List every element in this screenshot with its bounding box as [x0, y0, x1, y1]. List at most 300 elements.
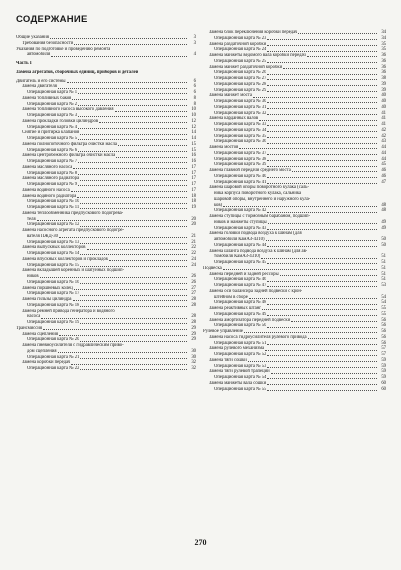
dot-leader — [267, 45, 377, 46]
toc-entry-page: 50 — [381, 237, 386, 242]
dot-leader — [267, 355, 377, 356]
toc-entry-title: ника корпуса поворотного кулака, сальника — [214, 191, 302, 196]
toc-entry-title: Замена мостов — [209, 145, 239, 150]
dot-leader — [80, 226, 187, 227]
toc-entry-page: 17 — [191, 164, 196, 170]
dot-leader — [267, 183, 377, 184]
toc-entry-page: 55 — [381, 311, 386, 317]
toc-entry-page: 59 — [381, 375, 386, 380]
toc-entry-title: Замена реактивных штанг — [209, 306, 262, 311]
toc-entry-title: Операционная карта № 35 — [214, 133, 267, 139]
dot-leader — [261, 258, 377, 259]
dot-leader — [267, 344, 377, 345]
toc-entry-title: теля — [27, 216, 36, 222]
toc-entry-title: Операционная карта № 44 — [214, 242, 267, 248]
dot-leader — [267, 390, 377, 391]
toc-entry — [203, 387, 386, 393]
toc-entry-page: 47 — [381, 179, 386, 185]
toc-entry-title: Операционная карта № 36 — [214, 139, 267, 145]
toc-entry-title: Операционная карта № 39 — [214, 162, 267, 168]
dot-leader — [267, 51, 377, 52]
toc-entry-page: 18 — [191, 199, 196, 205]
toc-entry — [16, 52, 196, 58]
dot-leader — [249, 298, 377, 299]
toc-entry-title: Операционная карта № 8 — [27, 170, 78, 176]
toc-entry-page: 29 — [191, 337, 196, 343]
toc-entry-title: Замена топливного насоса высокого давления — [22, 107, 114, 113]
dot-leader — [80, 369, 187, 370]
dot-leader — [271, 373, 377, 374]
toc-entry-page: 12 — [191, 124, 196, 130]
toc-entry-page: 21 — [191, 233, 196, 239]
dot-leader — [87, 249, 187, 250]
toc-entry-title: Операционная карта № 33 — [214, 122, 267, 127]
toc-entry-title: шаровой опоры, внутреннего и наружного кула- — [214, 196, 311, 202]
toc-entry-title: Подвеска — [203, 265, 222, 271]
toc-entry-page: 6 — [193, 78, 196, 84]
dot-leader — [78, 151, 187, 152]
toc-entry-title: дом сцепления — [27, 348, 57, 354]
dot-leader — [267, 246, 377, 247]
dot-leader — [267, 62, 377, 63]
toc-entry-page: 57 — [381, 346, 386, 352]
toc-entry-page: 48 — [381, 202, 386, 208]
dot-leader — [248, 361, 377, 362]
toc-entry-title: Операционная карта № 12 — [27, 222, 80, 228]
toc-entry-page: 26 — [191, 279, 196, 285]
toc-entry-page: 28 — [191, 297, 196, 302]
dot-leader — [109, 260, 187, 261]
dot-leader — [73, 168, 187, 169]
toc-entry-page: 15 — [191, 141, 196, 147]
toc-entry-page: 36 — [381, 64, 386, 70]
toc-entry — [16, 61, 196, 67]
dot-leader — [280, 275, 377, 276]
dot-leader — [253, 97, 377, 98]
toc-entry-page: 24 — [191, 262, 196, 268]
dot-leader — [291, 321, 377, 322]
toc-entry-title: Замена манжеты вала сошки — [209, 380, 267, 386]
toc-entry-title: Операционная карта № 16 — [27, 279, 80, 285]
toc-entry-title: автомобиля — [27, 52, 51, 58]
dot-leader — [80, 341, 187, 342]
toc-entry-title: Замена шаровой опоры поворотного кулака (саль- — [209, 185, 309, 191]
toc-entry-title: Операционная карта № 6 — [27, 147, 78, 153]
toc-entry-title: Операционная карта № 34 — [214, 127, 267, 133]
toc-entry-page: 28 — [191, 320, 196, 325]
dot-leader — [267, 108, 377, 109]
dot-leader — [78, 105, 187, 106]
toc-entry-title: Замена передней и задней рессоры — [209, 271, 279, 277]
toc-entry-title: Операционная карта № 48 — [214, 300, 267, 306]
toc-entry-page: 56 — [381, 340, 386, 346]
toc-entry-title: Операционная карта № 20 — [27, 337, 80, 343]
dot-leader — [267, 263, 377, 264]
toc-entry-page: 36 — [381, 53, 386, 58]
dot-leader — [292, 171, 377, 172]
dot-leader — [73, 300, 187, 301]
toc-entry-page: 22 — [191, 251, 196, 256]
toc-entry-title: Замена раздаточной коробки — [209, 41, 267, 47]
dot-leader — [80, 134, 187, 135]
dot-leader — [59, 237, 187, 238]
toc-entry-title: штейном в сборе — [214, 294, 248, 300]
dot-leader — [37, 220, 187, 221]
toc-entry-page: 15 — [191, 147, 196, 153]
toc-entry-title: Замена агрегатов, сборочных единиц, приборов и деталей — [16, 69, 139, 75]
dot-leader — [40, 277, 187, 278]
toc-entry-page: 12 — [191, 118, 196, 124]
toc-entry-page: 46 — [381, 168, 386, 173]
toc-entry-title: Указания по подготовке и проведению ремонта — [16, 46, 111, 52]
toc-entry-page: 50 — [381, 242, 386, 248]
dot-leader — [80, 254, 187, 255]
toc-entry-page: 28 — [191, 302, 196, 308]
toc-entry-page: 40 — [381, 99, 386, 104]
dot-leader — [267, 315, 377, 316]
toc-entry-page: 51 — [381, 271, 386, 277]
dot-leader — [267, 327, 377, 328]
toc-entry-page: 35 — [381, 41, 386, 47]
toc-entry-title: Замена шланга подвода воздуха к шинам (для ав- — [209, 248, 308, 254]
toc-entry-title: Замена насоса гидроусилителя рулевого привода — [209, 334, 307, 340]
dot-leader — [298, 33, 377, 34]
toc-entry-title: Операционная карта № 43 — [214, 225, 267, 231]
toc-entry-title: вателя ПЖД-30 — [27, 233, 58, 239]
dot-leader — [116, 157, 187, 158]
toc-entry-page: 55 — [381, 306, 386, 311]
dot-leader — [267, 154, 377, 155]
dot-leader — [267, 229, 377, 230]
dot-leader — [43, 329, 187, 330]
toc-entry-page: 32 — [191, 366, 196, 371]
dot-leader — [267, 91, 377, 92]
toc-entry-page: 8 — [193, 101, 196, 107]
toc-entry-title: Замена насосного агрегата предпускового подогре- — [22, 228, 125, 233]
toc-entry-page: 29 — [191, 331, 196, 337]
toc-entry-page: 57 — [381, 352, 386, 357]
toc-entry-page: 34 — [381, 35, 386, 41]
page-title: СОДЕРЖАНИЕ — [16, 14, 88, 25]
toc-entry-title: Замена вкладышей коренных и шатунных подшип- — [22, 268, 125, 274]
toc-entry-page: 45 — [381, 162, 386, 168]
toc-entry-title: Замена двигателя — [22, 84, 57, 90]
toc-entry-page: 16 — [191, 153, 196, 159]
dot-leader — [58, 352, 187, 353]
dot-leader — [262, 309, 377, 310]
toc-entry-title: Замена ремней привода генератора и водяного — [22, 308, 115, 314]
toc-entry-title: Замена манжет раздаточной коробки — [209, 64, 283, 70]
toc-entry-page: 4 — [193, 52, 196, 58]
dot-leader — [268, 223, 377, 224]
dot-leader — [78, 116, 187, 117]
toc-entry-title: Операционная карта № 37 — [214, 150, 267, 156]
dot-leader — [80, 243, 187, 244]
toc-entry-page: 59 — [381, 369, 386, 375]
toc-entry-page: 44 — [381, 145, 386, 150]
dot-leader — [71, 364, 187, 365]
toc-entry-title: Замена сцепления — [22, 331, 59, 337]
toc-entry-page: 41 — [381, 122, 386, 127]
toc-entry-title: Операционная карта № 7 — [27, 159, 78, 164]
toc-entry-page: 48 — [381, 208, 386, 214]
toc-entry-title: Замена масляного насоса — [22, 164, 73, 170]
toc-entry-page: 40 — [381, 104, 386, 110]
toc-entry-title: Замена масляного радиатора — [22, 176, 80, 182]
toc-entry-title: Операционная карта № 9 — [27, 182, 78, 187]
toc-entry-page: 24 — [191, 256, 196, 262]
toc-entry-page: 14 — [191, 136, 196, 141]
toc-entry-title: Операционная карта № 3 — [27, 113, 78, 118]
toc-entry-page: 27 — [191, 285, 196, 291]
toc-entry-page: 59 — [381, 357, 386, 363]
toc-entry-title: Операционная карта № 42 — [214, 208, 267, 214]
toc-entry-page: 39 — [381, 87, 386, 93]
toc-entry-title: Операционная карта № 24 — [214, 47, 267, 53]
dot-leader — [267, 177, 377, 178]
toc-entry-page: 30 — [191, 348, 196, 354]
dot-leader — [267, 367, 377, 368]
dot-leader — [80, 283, 187, 284]
dot-leader — [74, 289, 187, 290]
toc-entry-title: Требования безопасности — [22, 40, 74, 46]
toc-entry-title: Операционная карта № 29 — [214, 87, 267, 93]
dot-leader — [265, 350, 377, 351]
toc-entry-title: Замена оси балансира задней подвески с крон- — [209, 288, 303, 294]
dot-leader — [80, 306, 187, 307]
toc-entry-title: Операционная карта № 52 — [214, 352, 267, 357]
toc-entry-page: 27 — [191, 291, 196, 297]
toc-entry-title: Операционная карта № 23 — [214, 35, 267, 41]
dot-leader — [307, 56, 377, 57]
dot-leader — [80, 208, 187, 209]
toc-entry-page: 3 — [193, 40, 196, 46]
dot-leader — [80, 358, 187, 359]
dot-leader — [223, 206, 377, 207]
toc-entry-page: 51 — [381, 254, 386, 260]
toc-entry-title: Операционная карта № 30 — [214, 99, 267, 104]
toc-entry-page: 56 — [381, 329, 386, 334]
toc-entry-page: 41 — [381, 116, 386, 122]
toc-entry-title: Операционная карта № 21 — [27, 354, 80, 360]
dot-leader — [267, 39, 377, 40]
toc-entry-page: 44 — [381, 156, 386, 162]
toc-entry-title: Замена выпускных коллекторов — [22, 245, 86, 251]
dot-leader — [78, 139, 187, 140]
toc-entry-title: Замена блок переключения коробки передач — [209, 30, 298, 35]
dot-leader — [308, 338, 377, 339]
toc-entry-title: Операционная карта № 28 — [214, 81, 267, 87]
toc-entry-title: Трансмиссия — [16, 325, 42, 331]
dot-leader — [78, 162, 187, 163]
toc-entry — [16, 366, 196, 372]
toc-entry-page: 41 — [381, 110, 386, 116]
toc-entry-page: 17 — [191, 176, 196, 182]
toc-entry — [16, 70, 196, 76]
toc-entry-title: Замена пневмоусилителя с гидравлическим приво- — [22, 343, 124, 348]
dot-leader — [223, 269, 377, 270]
toc-entry-page: 56 — [381, 317, 386, 323]
dot-leader — [267, 79, 377, 80]
toc-entry-title: Замена главной передачи среднего моста — [209, 168, 291, 173]
dot-leader — [267, 304, 377, 305]
toc-entry-title: Замена водяного радиатора — [22, 193, 77, 199]
toc-entry-title: Замена полнопоточного фильтра очистки масла — [22, 141, 117, 147]
dot-leader — [71, 191, 187, 192]
toc-entry-page: 32 — [191, 360, 196, 366]
toc-entry-title: Операционная карта № 4 — [27, 124, 78, 130]
dot-leader — [59, 335, 187, 336]
dot-leader — [80, 266, 187, 267]
toc-entry-title: Операционная карта № 31 — [214, 104, 267, 110]
dot-leader — [267, 166, 377, 167]
toc-entry-title: Операционная карта № 25 — [214, 58, 267, 64]
toc-entry-page: 20 — [191, 216, 196, 222]
toc-left-column — [16, 35, 196, 372]
toc-entry-page: 60 — [381, 380, 386, 386]
toc-entry-title: Замена центробежного фильтра очистки масла — [22, 153, 116, 159]
toc-entry-page: 19 — [191, 205, 196, 210]
dot-leader — [267, 102, 377, 103]
toc-entry-page: 10 — [191, 107, 196, 113]
toc-entry-title: Операционная карта № 1 — [27, 90, 78, 95]
toc-entry-page: 46 — [381, 173, 386, 179]
toc-entry-title: Замена гильзы цилиндра — [22, 297, 72, 302]
toc-entry-title: Замена водяного насоса — [22, 187, 70, 193]
dot-leader — [267, 125, 377, 126]
toc-entry-page: 30 — [191, 354, 196, 360]
dot-leader — [267, 131, 377, 132]
toc-entry-title: Замена манжеты ведомого вала коробки передач — [209, 53, 306, 58]
toc-entry-title: Замена амортизатора передней подвески — [209, 317, 291, 323]
toc-entry-page: 35 — [381, 47, 386, 53]
dot-leader — [283, 68, 377, 69]
toc-entry-page: 18 — [191, 193, 196, 199]
toc-entry-title: Операционная карта № 14 — [27, 251, 80, 256]
toc-entry-title: Замена тяги сошки — [209, 357, 247, 363]
toc-entry-title: Замена топливных баков — [22, 95, 72, 101]
toc-entry-page: 36 — [381, 70, 386, 76]
toc-entry-page: 20 — [191, 222, 196, 228]
toc-entry-title: Замена впускных коллекторов и прокладок — [22, 256, 109, 262]
dot-leader — [244, 332, 377, 333]
dot-leader — [99, 122, 187, 123]
toc-entry-title: Рулевое управление — [203, 329, 243, 334]
toc-entry-title: Операционная карта № 32 — [214, 110, 267, 116]
toc-entry-title: Снятие и притирка клапанов — [22, 130, 80, 136]
toc-entry-title: автомобиля КамАЗ-4310) — [214, 237, 265, 242]
toc-entry-page: 6 — [193, 84, 196, 90]
toc-entry-page: 34 — [381, 30, 386, 35]
dot-leader — [267, 137, 377, 138]
dot-leader — [267, 378, 377, 379]
toc-entry-title: Операционная карта № 45 — [214, 260, 267, 265]
toc-entry-title: ков) — [214, 202, 223, 208]
dot-leader — [78, 93, 187, 94]
toc-entry-title: Часть I — [16, 61, 32, 66]
toc-entry-page: 26 — [191, 274, 196, 279]
dot-leader — [239, 148, 377, 149]
toc-entry-title: Операционная карта № 46 — [214, 277, 267, 283]
dot-leader — [72, 99, 187, 100]
toc-entry-title: Замена тяги рулевой трапеции — [209, 369, 270, 375]
toc-entry-title: Операционная карта № 2 — [27, 101, 78, 107]
dot-leader — [267, 212, 377, 213]
toc-entry-title: Операционная карта № 50 — [214, 323, 267, 329]
toc-entry-title: Операционная карта № 41 — [214, 179, 267, 185]
toc-entry-title: Операционная карта № 27 — [214, 76, 267, 81]
toc-entry-title: Операционная карта № 22 — [27, 366, 80, 371]
dot-leader — [267, 384, 377, 385]
toc-entry-title: Операционная карта № 5 — [27, 136, 78, 141]
toc-entry-page: 56 — [381, 323, 386, 329]
toc-entry-page: 17 — [191, 187, 196, 193]
toc-entry-page: 40 — [381, 93, 386, 99]
toc-entry-page: 51 — [381, 260, 386, 265]
toc-entry-title: Операционная карта № 13 — [27, 239, 80, 245]
toc-entry-title: Замена рулевого механизма — [209, 346, 265, 352]
toc-entry-title: Операционная карта № 15 — [27, 262, 80, 268]
toc-entry-page: 42 — [381, 127, 386, 133]
toc-entry-page: 6 — [193, 90, 196, 95]
toc-entry-title: ников — [27, 274, 39, 279]
toc-entry-page: 14 — [191, 130, 196, 136]
toc-entry-title: Замена манжет моста — [209, 93, 252, 99]
dot-leader — [267, 74, 377, 75]
dot-leader — [115, 111, 187, 112]
toc-entry-title: Операционная карта № 40 — [214, 173, 267, 179]
toc-entry-title: Операционная карта № 17 — [27, 291, 80, 297]
toc-entry-title: насоса — [27, 314, 41, 320]
dot-leader — [267, 114, 377, 115]
dot-leader — [50, 38, 187, 39]
dot-leader — [80, 295, 187, 296]
toc-entry-page: 56 — [381, 334, 386, 340]
toc-entry-title: Замена карданных валов — [209, 116, 259, 122]
toc-entry-page: 22 — [191, 245, 196, 251]
dot-leader — [267, 281, 377, 282]
toc-entry-page: 38 — [381, 76, 386, 81]
dot-leader — [267, 160, 377, 161]
dot-leader — [259, 120, 377, 121]
toc-entry-title: Операционная карта № 10 — [27, 199, 80, 205]
toc-entry-title: Операционная карта № 49 — [214, 311, 267, 317]
toc-entry-title: Операционная карта № 53 — [214, 363, 267, 369]
dot-leader — [41, 318, 187, 319]
dot-leader — [78, 174, 187, 175]
toc-entry-title: томобиля КамАЗ-4310) — [214, 254, 261, 260]
toc-entry-page: 39 — [381, 81, 386, 87]
dot-leader — [267, 286, 377, 287]
toc-entry-page: 8 — [193, 95, 196, 101]
toc-entry-title: Замена теплообменника предпускового подогрева- — [22, 210, 124, 216]
toc-entry-page: 17 — [191, 182, 196, 187]
toc-entry-page: 17 — [191, 170, 196, 176]
dot-leader — [51, 56, 187, 57]
toc-entry-title: Замена прокладки головки цилиндров — [22, 118, 99, 124]
toc-entry-page: 51 — [381, 265, 386, 271]
dot-leader — [77, 197, 187, 198]
toc-entry-page: 21 — [191, 239, 196, 245]
toc-entry-title: Операционная карта № 51 — [214, 340, 267, 346]
toc-entry-page: 44 — [381, 150, 386, 156]
toc-entry-title: Двигатель и его системы — [16, 78, 66, 84]
toc-entry-page: 49 — [381, 225, 386, 231]
dot-leader — [78, 185, 187, 186]
toc-entry-page: 54 — [381, 300, 386, 306]
toc-entry-page: 16 — [191, 159, 196, 164]
toc-entry-page: 49 — [381, 219, 386, 225]
